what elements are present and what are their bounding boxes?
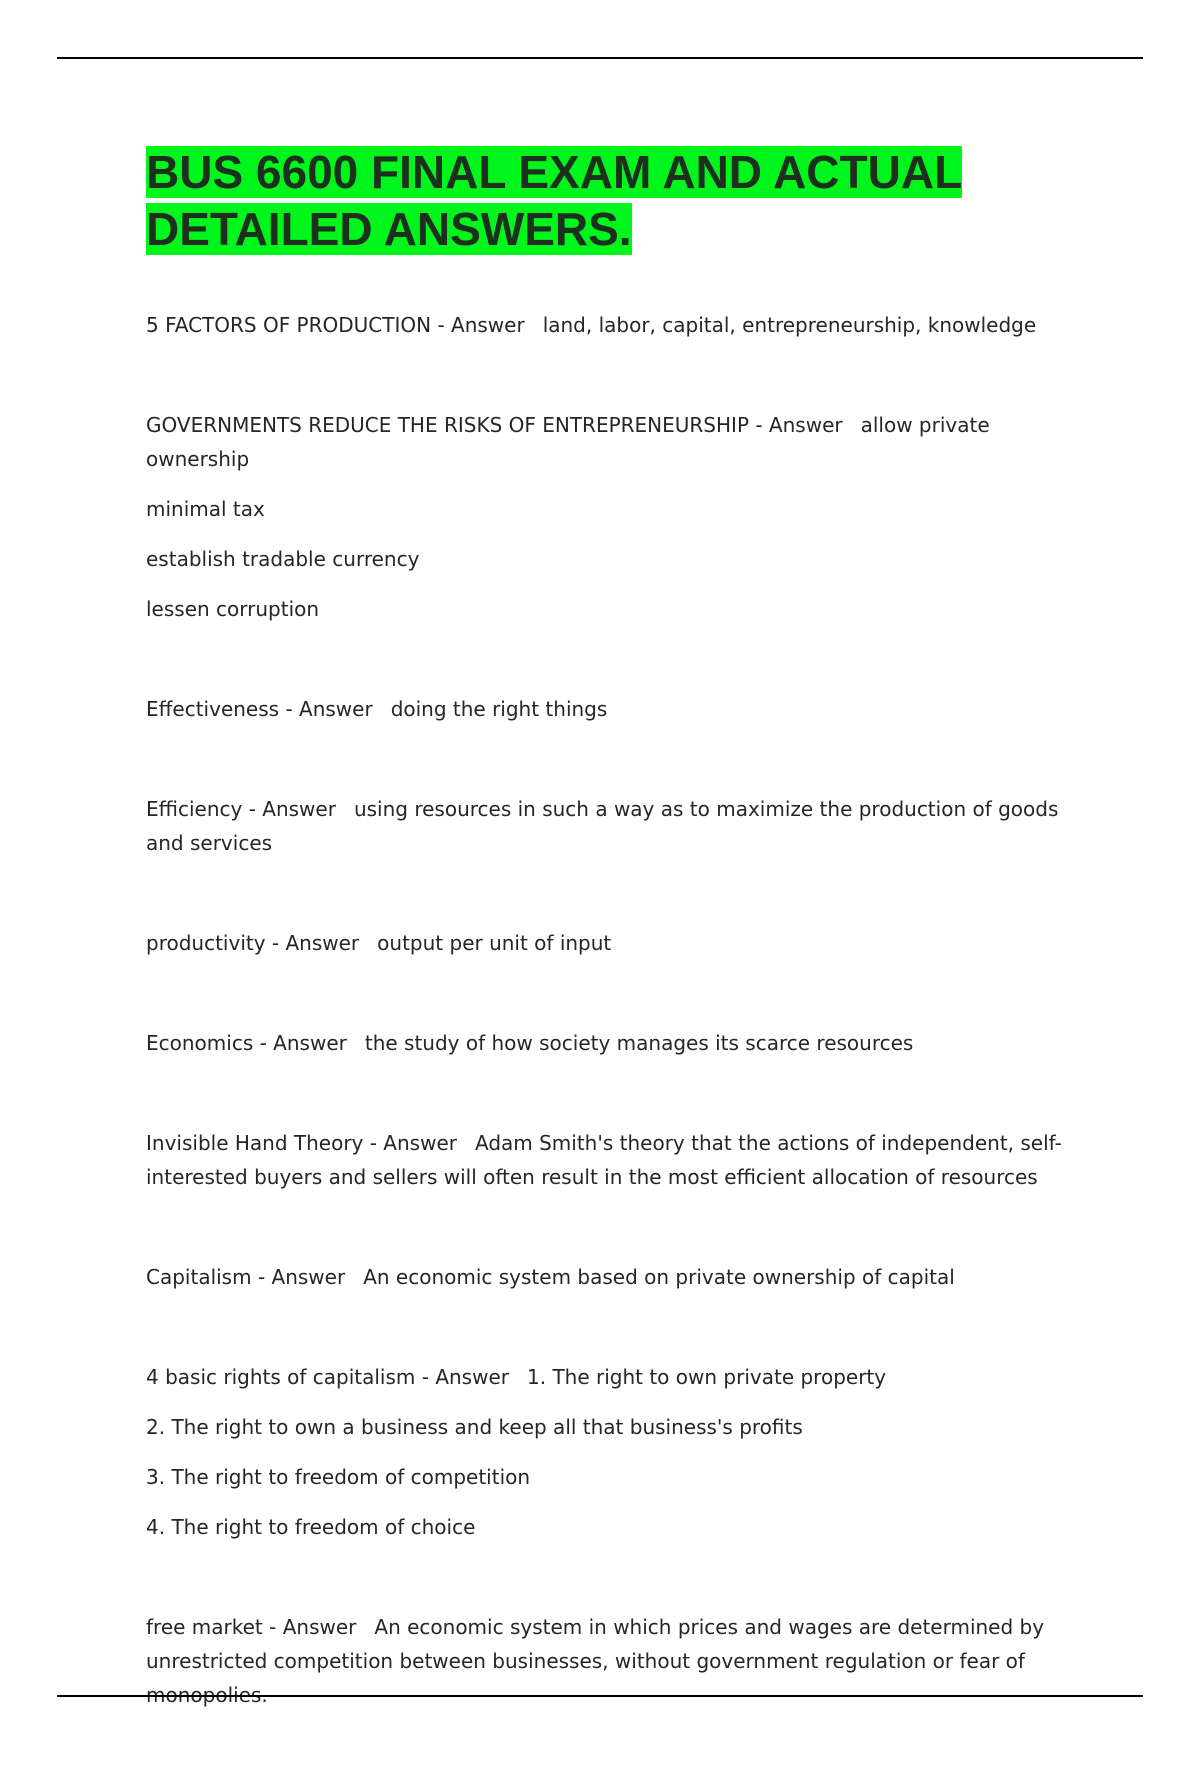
qa-answer: An economic system in which prices and wages are determined by unrestricted competition between businesses, without government regulation or fear of monopolies. — [146, 1615, 1045, 1707]
qa-term: 5 FACTORS OF PRODUCTION — [146, 313, 432, 337]
answer-label: - Answer — [271, 931, 360, 955]
answer-label: - Answer — [269, 1615, 357, 1639]
qa-term: GOVERNMENTS REDUCE THE RISKS OF ENTREPRENEURSHIP — [146, 413, 749, 437]
qa-answer: output per unit of input — [377, 931, 612, 955]
document-title — [146, 144, 1096, 258]
qa-entry — [146, 308, 1096, 342]
qa-answer: An economic system based on private ownership of capital — [363, 1265, 955, 1289]
qa-term: free market — [146, 1615, 263, 1639]
qa-entry — [146, 1026, 1096, 1060]
qa-entry — [146, 1260, 1096, 1294]
qa-entry — [146, 1126, 1096, 1194]
qa-answer: using resources in such a way as to maximize the production of goods and services — [146, 797, 1059, 855]
qa-term: Invisible Hand Theory — [146, 1131, 364, 1155]
answer-label: - Answer — [248, 797, 336, 821]
bottom-rule — [57, 1695, 1143, 1697]
answer-label: - Answer — [257, 1265, 346, 1289]
document-body — [146, 144, 1096, 1778]
qa-answer: allow private ownership — [146, 413, 990, 471]
qa-term: Efficiency — [146, 797, 243, 821]
qa-term: 4 basic rights of capitalism — [146, 1365, 416, 1389]
top-rule — [57, 57, 1143, 59]
qa-answer: doing the right things — [390, 697, 608, 721]
qa-entry — [146, 926, 1096, 960]
qa-answer-line: 2. The right to own a business and keep all that business's profits — [146, 1415, 803, 1439]
title-line-2: DETAILED ANSWERS. — [146, 203, 632, 255]
qa-entry — [146, 1360, 1096, 1544]
qa-term: Economics — [146, 1031, 254, 1055]
qa-entry — [146, 792, 1096, 860]
qa-answer-line: 3. The right to freedom of competition — [146, 1465, 531, 1489]
answer-label: - Answer — [437, 313, 525, 337]
qa-term: Effectiveness — [146, 697, 280, 721]
qa-entry — [146, 692, 1096, 726]
answer-label: - Answer — [421, 1365, 509, 1389]
answer-label: - Answer — [285, 697, 373, 721]
qa-answer: 1. The right to own private property — [527, 1365, 887, 1389]
qa-term: Capitalism — [146, 1265, 252, 1289]
qa-answer-line: minimal tax — [146, 497, 265, 521]
title-line-1: BUS 6600 FINAL EXAM AND ACTUAL — [146, 146, 963, 198]
qa-entry — [146, 408, 1096, 626]
qa-answer: Adam Smith's theory that the actions of independent, self-interested buyers and sellers will often result in the most efficient allocation of resources — [146, 1131, 1062, 1189]
qa-answer: land, labor, capital, entrepreneurship, knowledge — [542, 313, 1037, 337]
qa-term: productivity — [146, 931, 266, 955]
qa-answer-line: 4. The right to freedom of choice — [146, 1515, 476, 1539]
qa-answer: the study of how society manages its scarce resources — [364, 1031, 914, 1055]
answer-label: - Answer — [259, 1031, 347, 1055]
qa-list — [146, 308, 1096, 1712]
answer-label: - Answer — [369, 1131, 457, 1155]
qa-answer-line: establish tradable currency — [146, 547, 420, 571]
qa-answer-line: lessen corruption — [146, 597, 320, 621]
answer-label: - Answer — [755, 413, 843, 437]
